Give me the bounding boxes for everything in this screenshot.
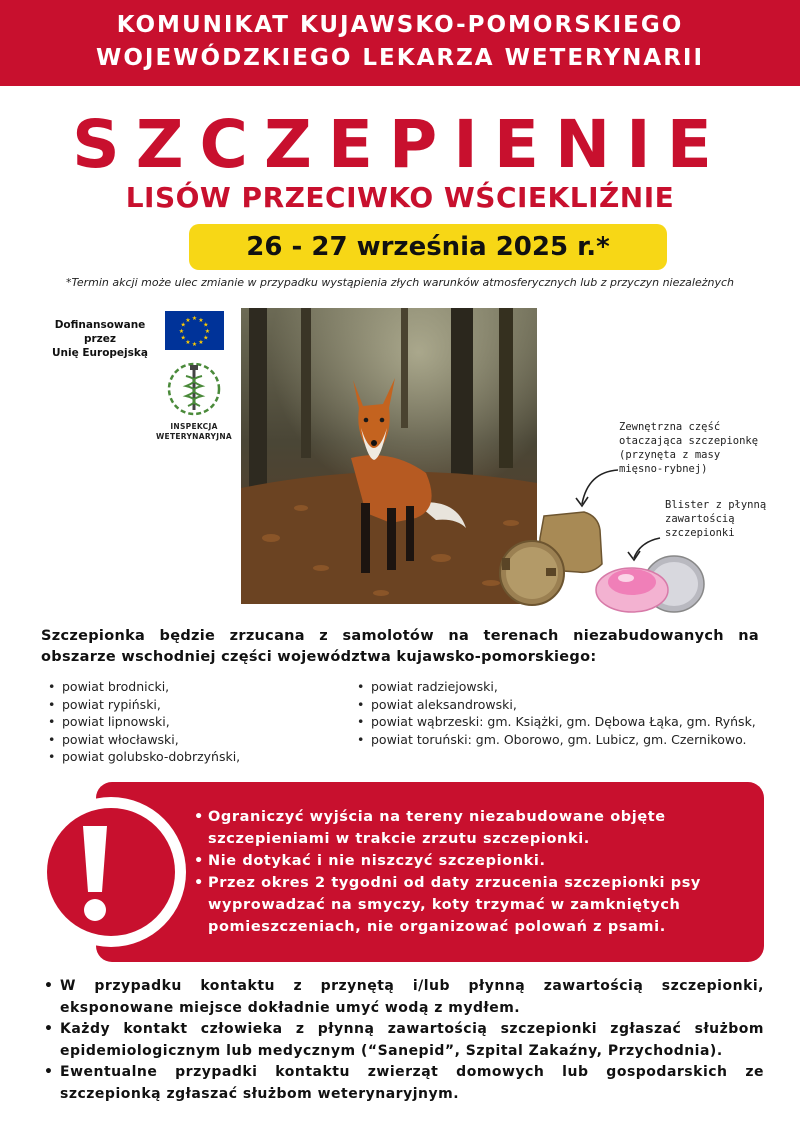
ann-outer-line-1: Zewnętrzna część [619, 421, 721, 433]
svg-text:★: ★ [204, 328, 211, 335]
ann-blister-line-3: szczepionki [665, 527, 735, 539]
warning-circle-inner [47, 808, 175, 936]
district-item: • powiat włocławski, [48, 731, 348, 749]
instruction-item: • W przypadku kontaktu z przynętą i/lub płynną zawartością szczepionki, eksponowane miejsce dokładnie umyć wodą z mydłem. [44, 976, 764, 1019]
header-line-2: WOJEWÓDZKIEGO LEKARZA WETERYNARII [95, 45, 705, 71]
eu-funding-text [40, 318, 160, 360]
district-item: • powiat radziejowski, [357, 678, 777, 696]
district-item: • powiat rypiński, [48, 696, 348, 714]
district-item: • powiat brodnicki, [48, 678, 348, 696]
district-item: • powiat lipnowski, [48, 713, 348, 731]
svg-text:★: ★ [191, 315, 198, 322]
main-title: SZCZEPIENIE [72, 106, 728, 183]
ann-blister-line-1: Blister z płynną [665, 499, 767, 511]
sub-title: LISÓW PRZECIWKO WŚCIEKLIŹNIE [125, 181, 675, 214]
svg-text:★: ★ [203, 321, 209, 329]
ann-outer-line-2: otaczająca szczepionkę [619, 435, 759, 447]
vaccine-bait-image [492, 508, 712, 613]
svg-text:★: ★ [180, 334, 186, 342]
districts-list-2 [357, 678, 777, 748]
instruction-item: • Ewentualne przypadki kontaktu zwierząt domowych lub gospodarskich ze szczepionką zgłaszać służbom weterynaryjnym. [44, 1062, 764, 1105]
ann-outer-line-3: (przynęta z masy [619, 449, 721, 461]
svg-text:★: ★ [185, 316, 191, 324]
instructions-list [44, 976, 764, 1105]
ann-outer-line-4: mięsno-rybnej) [619, 463, 708, 475]
eu-flag-icon [165, 311, 224, 350]
warning-list [194, 806, 754, 938]
warning-item: • Przez okres 2 tygodni od daty zrzucenia szczepionki psy wyprowadzać na smyczy, koty trzymać w zamkniętych pomieszczeniach, nie organizować polowań z psami. [194, 872, 754, 938]
inspection-line-1: INSPEKCJA [170, 422, 218, 431]
date-badge: 26 - 27 września 2025 r.* [189, 224, 667, 270]
exclamation-icon [80, 826, 110, 922]
intro-paragraph: Szczepionka będzie zrzucana z samolotów na terenach niezabudowanych na obszarze wschodniej części województwa kujawsko-pomorskiego: [41, 628, 759, 665]
inspection-line-2: WETERYNARYJNA [155, 432, 233, 441]
header-banner [0, 0, 800, 86]
header-line-1: KOMUNIKAT KUJAWSKO-POMORSKIEGO [116, 12, 684, 38]
svg-text:★: ★ [191, 341, 198, 348]
svg-text:★: ★ [198, 339, 204, 347]
svg-text:★: ★ [203, 334, 209, 342]
veterinary-inspection-logo [158, 360, 230, 418]
districts-list-1 [48, 678, 348, 766]
warning-item: • Ograniczyć wyjścia na tereny niezabudowane objęte szczepieniami w trakcie zrzutu szczepionki. [194, 806, 754, 850]
ann-blister-line-2: zawartością [665, 513, 735, 525]
warning-item: • Nie dotykać i nie niszczyć szczepionki. [194, 850, 754, 872]
district-item: • powiat toruński: gm. Oborowo, gm. Lubicz, gm. Czernikowo. [357, 731, 777, 749]
district-item: • powiat golubsko-dobrzyński, [48, 748, 348, 766]
svg-text:★: ★ [198, 316, 204, 324]
inspection-name [140, 422, 248, 442]
date-footnote: *Termin akcji może ulec zmianie w przypadku wystąpienia złych warunków atmosferycznych lub z przyczyn niezależnych [66, 276, 734, 289]
eu-funding-line-1: Dofinansowane przez [54, 319, 146, 345]
svg-text:★: ★ [178, 328, 185, 335]
eu-funding-line-2: Unię Europejską [52, 347, 148, 359]
district-item: • powiat aleksandrowski, [357, 696, 777, 714]
district-item: • powiat wąbrzeski: gm. Książki, gm. Dębowa Łąka, gm. Ryńsk, [357, 713, 777, 731]
svg-text:★: ★ [185, 339, 191, 347]
svg-text:★: ★ [180, 321, 186, 329]
instruction-item: • Każdy kontakt człowieka z płynną zawartością szczepionki zgłaszać służbom epidemiologicznym lub medycznym (“Sanepid”, Szpital Zakaźny, Przychodnia). [44, 1019, 764, 1062]
